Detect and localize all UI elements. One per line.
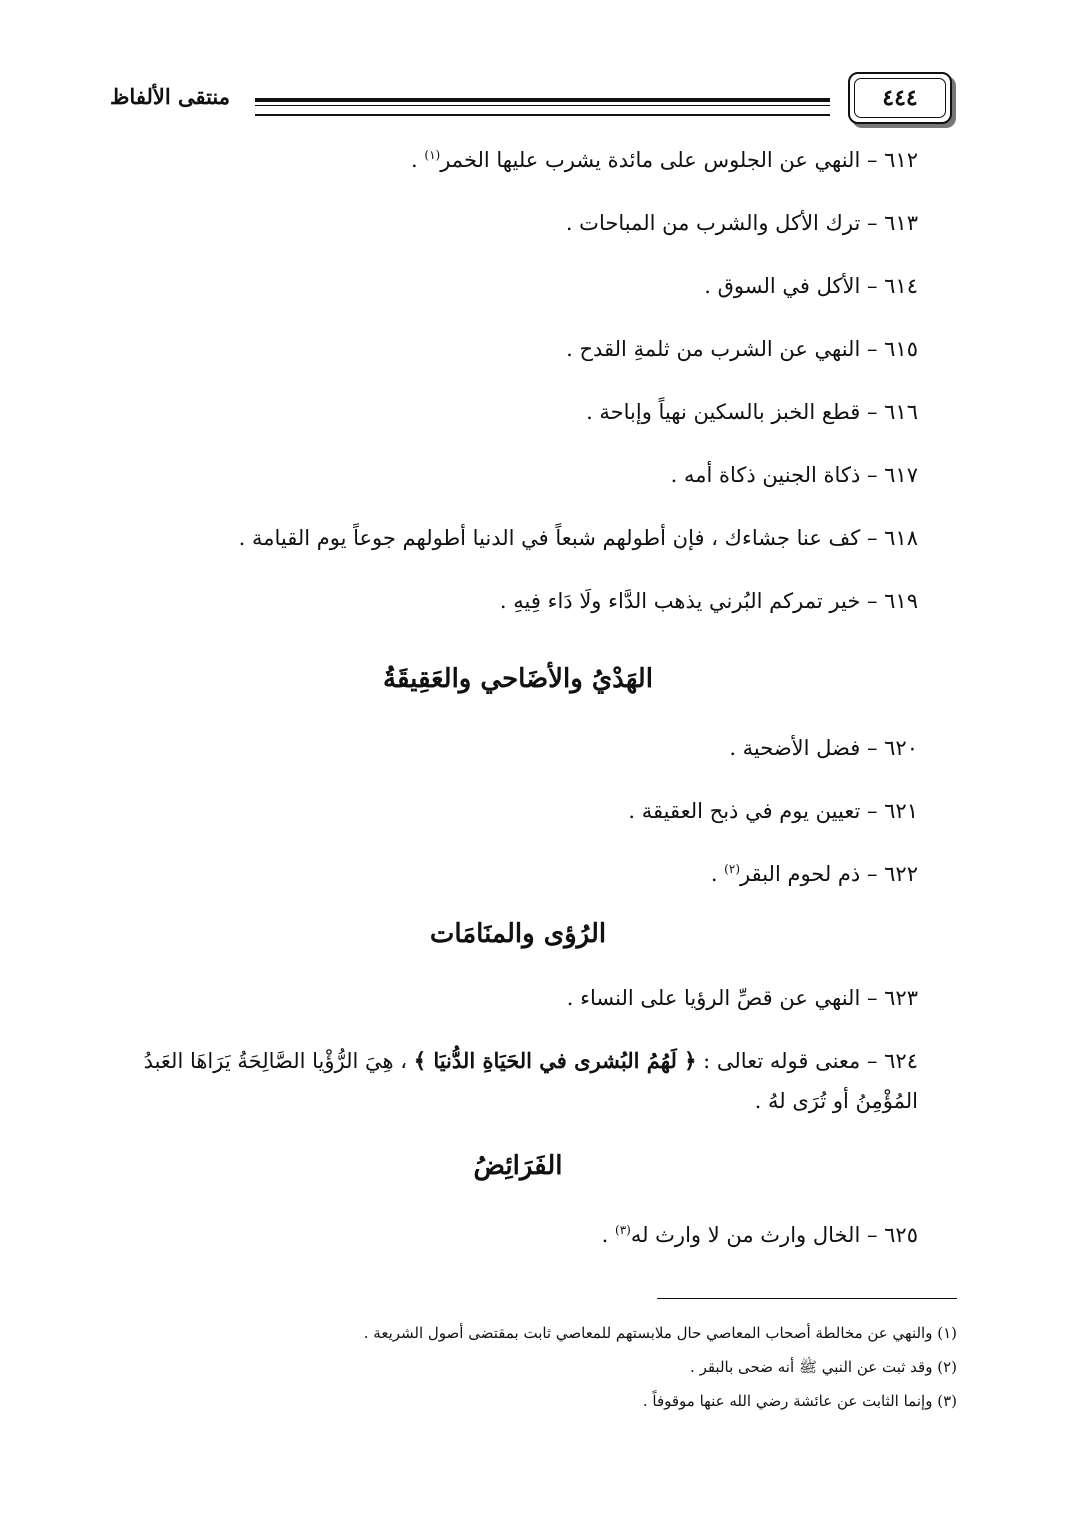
item-list-group1 <box>118 140 918 616</box>
item-text-lead: معنى قوله تعالى : <box>696 1049 861 1073</box>
item-number: ٦٢٣ <box>884 986 918 1010</box>
section-title-inheritance: الفَرَائِضُ <box>473 1151 563 1181</box>
item-text: خير تمركم البُرني يذهب الدَّاء ولَا دَاء فِيهِ . <box>499 589 861 613</box>
item-text: ترك الأكل والشرب من المباحات . <box>565 211 861 235</box>
item-text: ذكاة الجنين ذكاة أمه . <box>670 463 861 487</box>
item-number: ٦٢٤ <box>884 1049 918 1073</box>
footnote-1: (١) والنهي عن مخالطة أصحاب المعاصي حال ملابستهم للمعاصي ثابت بمقتضى أصول الشريعة . <box>363 1324 957 1342</box>
item-number: ٦١٧ <box>884 463 918 487</box>
list-item: ٦١٨ – كف عنا جشاءك ، فإن أطولهم شبعاً في الدنيا أطولهم جوعاً يوم القيامة . <box>238 526 918 550</box>
item-text: الأكل في السوق . <box>704 274 861 298</box>
page-number: ٤٤٤ <box>882 85 918 111</box>
section-title-dreams: الرُؤى والمنَامَات <box>429 919 607 949</box>
item-text: قطع الخبز بالسكين نهياً وإباحة . <box>586 400 861 424</box>
item-number: ٦٢٥ <box>884 1223 918 1247</box>
item-text: تعيين يوم في ذبح العقيقة . <box>628 799 861 823</box>
list-item-624: ٦٢٤ – معنى قوله تعالى : ﴿ لَهُمُ البُشرى في الحَيَاةِ الدُّنيَا ﴾ ، هِيَ الرُّؤْيا الصَّالِحَةُ يَرَاهَا العَبدُ المُؤْمِنُ أو تُرَى لهُ . <box>143 1048 918 1113</box>
list-item-625: ٦٢٥ – الخال وارث من لا وارث له$^{(٣)}$ . <box>601 1223 918 1247</box>
list-item: ٦٢٠ – فضل الأضحية . <box>729 736 918 760</box>
item-list-group2 <box>118 728 918 889</box>
item-text: النهي عن الشرب من ثلمةِ القدح . <box>566 337 861 361</box>
list-item: ٦٢١ – تعيين يوم في ذبح العقيقة . <box>628 799 918 823</box>
list-item: ٦١٥ – النهي عن الشرب من ثلمةِ القدح . <box>566 337 918 361</box>
footnote-marker: (١) <box>424 148 441 162</box>
item-number: ٦٢٢ <box>884 862 918 886</box>
list-item: ٦١٢ – النهي عن الجلوس على مائدة يشرب عليها الخمر$^{(١)}$ . <box>411 148 918 172</box>
item-text: النهي عن قصِّ الرؤيا على النساء . <box>566 986 861 1010</box>
page-number-badge <box>848 72 952 124</box>
footnotes <box>118 1322 957 1424</box>
book-title: منتقى الألفاظ <box>110 84 231 109</box>
footnote-marker: (٣) <box>615 1223 631 1237</box>
item-number: ٦١٦ <box>884 400 918 424</box>
item-text-rest: ، هِيَ الرُّؤْيا الصَّالِحَةُ يَرَاهَا العَبدُ المُؤْمِنُ أو تُرَى لهُ . <box>143 1049 918 1113</box>
item-text: الخال وارث من لا وارث له <box>630 1223 861 1247</box>
item-text: النهي عن الجلوس على مائدة يشرب عليها الخمر <box>440 148 861 172</box>
list-item: ٦٢٢ – ذم لحوم البقر$^{(٢)}$ . <box>710 862 918 886</box>
item-number: ٦١٢ <box>884 148 918 172</box>
list-item: ٦١٧ – ذكاة الجنين ذكاة أمه . <box>670 463 918 487</box>
item-number: ٦٢١ <box>884 799 918 823</box>
footnote-separator <box>657 1298 957 1299</box>
footnote-marker: (٢) <box>724 862 740 876</box>
item-text: فضل الأضحية . <box>729 736 861 760</box>
list-item: ٦١٣ – ترك الأكل والشرب من المباحات . <box>565 211 918 235</box>
quran-quote: ﴿ لَهُمُ البُشرى في الحَيَاةِ الدُّنيَا ﴾ <box>413 1048 697 1073</box>
section-title-sacrifices: الهَدْيُ والأضَاحي والعَقِيقَةُ <box>383 664 653 694</box>
list-item: ٦١٩ – خير تمركم البُرني يذهب الدَّاء ولَا دَاء فِيهِ . <box>499 589 918 613</box>
footnote-2: (٢) وقد ثبت عن النبي ﷺ أنه ضحى بالبقر . <box>690 1358 957 1376</box>
list-item: ٦١٦ – قطع الخبز بالسكين نهياً وإباحة . <box>586 400 918 424</box>
page-body <box>118 140 918 1278</box>
footnote-3: (٣) وإنما الثابت عن عائشة رضي الله عنها موقوفاً . <box>642 1392 957 1410</box>
item-number: ٦١٣ <box>884 211 918 235</box>
header-rule <box>255 98 830 116</box>
page-header <box>110 72 952 128</box>
item-text: كف عنا جشاءك ، فإن أطولهم شبعاً في الدنيا أطولهم جوعاً يوم القيامة . <box>238 526 861 550</box>
item-number: ٦١٨ <box>884 526 918 550</box>
item-number: ٦١٥ <box>884 337 918 361</box>
list-item-623: ٦٢٣ – النهي عن قصِّ الرؤيا على النساء . <box>566 986 918 1010</box>
item-number: ٦١٤ <box>884 274 918 298</box>
item-number: ٦١٩ <box>884 589 918 613</box>
item-number: ٦٢٠ <box>884 736 918 760</box>
list-item: ٦١٤ – الأكل في السوق . <box>704 274 918 298</box>
item-text: ذم لحوم البقر <box>740 862 861 886</box>
